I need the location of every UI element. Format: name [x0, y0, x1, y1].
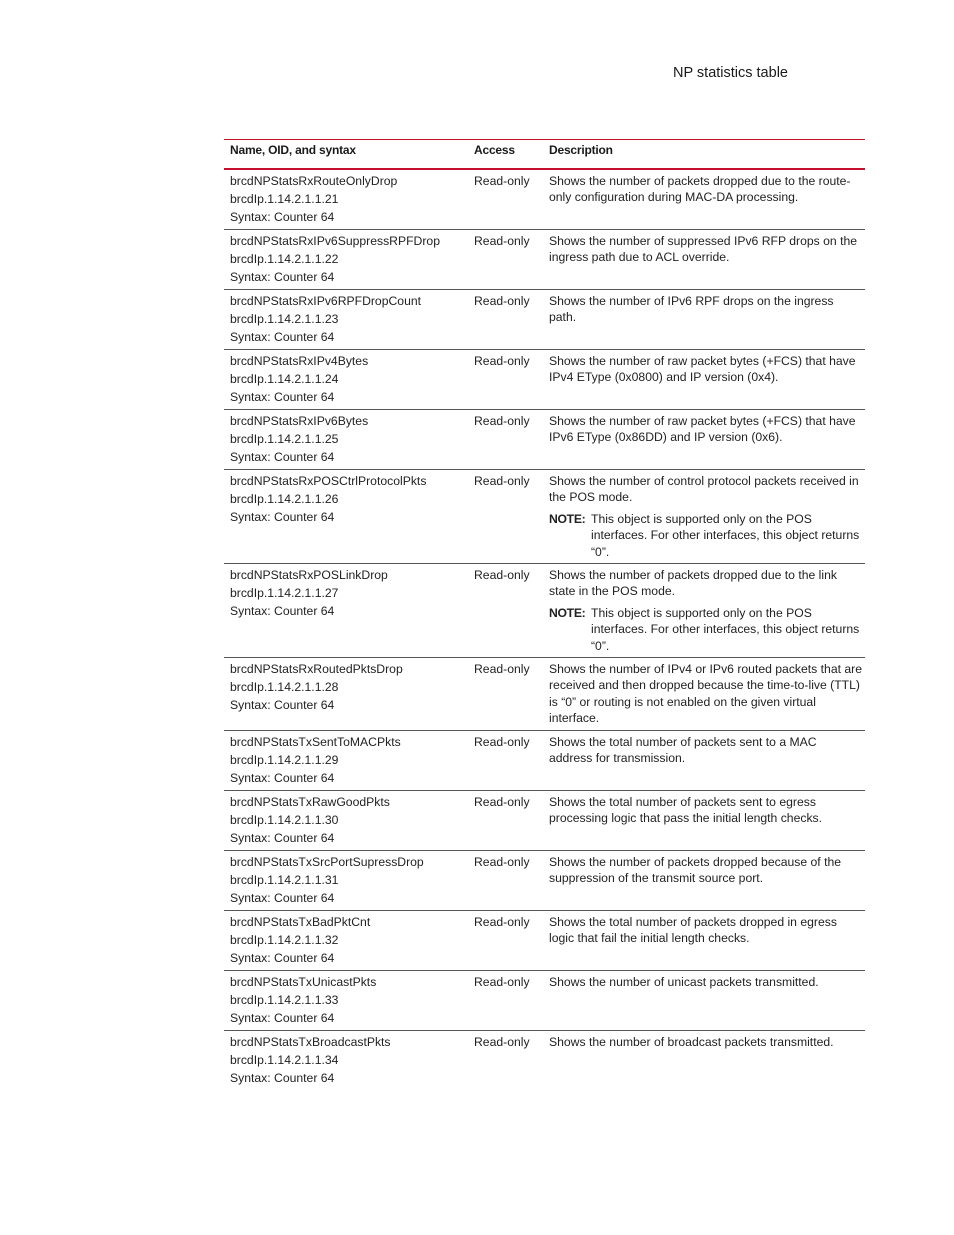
object-syntax: Syntax: Counter 64 — [230, 1070, 335, 1085]
object-syntax: Syntax: Counter 64 — [230, 450, 335, 464]
table-row — [224, 850, 865, 910]
object-syntax: Syntax: Counter 64 — [230, 950, 335, 965]
description-text: Shows the total number of packets sent to a MAC address for transmission. — [549, 734, 817, 766]
object-cell — [224, 290, 468, 350]
table-row — [224, 169, 865, 230]
object-syntax: Syntax: Counter 64 — [230, 890, 335, 905]
object-name: brcdNPStatsTxRawGoodPkts — [230, 794, 390, 809]
mib-objects-table — [224, 139, 865, 1090]
description-text: Shows the number of raw packet bytes (+FCS) that have IPv6 EType (0x86DD) and IP version (0x6). — [549, 414, 856, 445]
object-syntax: Syntax: Counter 64 — [230, 830, 335, 845]
object-name: brcdNPStatsRxPOSLinkDrop — [230, 568, 388, 583]
description-text: Shows the number of suppressed IPv6 RFP drops on the ingress path due to ACL override. — [549, 234, 858, 265]
column-header-description: Description — [549, 143, 613, 157]
object-oid: brcdIp.1.14.2.1.1.33 — [230, 992, 339, 1007]
note-text: This object is supported only on the POS interfaces. For other interfaces, this object returns “0”. — [591, 511, 860, 559]
description-text: Shows the number of IPv6 RPF drops on the ingress path. — [549, 294, 834, 325]
description-text: Shows the total number of packets sent to egress processing logic that pass the initial length checks. — [549, 794, 823, 826]
table-row — [224, 790, 865, 850]
object-name: brcdNPStatsTxUnicastPkts — [230, 974, 377, 989]
description-cell — [543, 658, 865, 731]
description-cell — [543, 730, 865, 790]
access-cell: Read-only — [474, 1034, 530, 1049]
object-syntax: Syntax: Counter 64 — [230, 510, 335, 524]
object-oid: brcdIp.1.14.2.1.1.24 — [230, 372, 339, 386]
note-label: NOTE: — [549, 605, 586, 620]
object-syntax: Syntax: Counter 64 — [230, 390, 335, 404]
description-cell — [543, 850, 865, 910]
access-cell: Read-only — [474, 914, 530, 929]
object-oid: brcdIp.1.14.2.1.1.31 — [230, 872, 339, 887]
description-text: Shows the number of control protocol packets received in the POS mode. — [549, 474, 859, 505]
description-cell — [543, 1030, 865, 1090]
table-row — [224, 470, 865, 564]
table-row — [224, 564, 865, 658]
table-row — [224, 730, 865, 790]
description-cell — [543, 910, 865, 970]
description-cell — [543, 410, 865, 470]
description-cell — [543, 350, 865, 410]
access-cell: Read-only — [474, 474, 530, 488]
description-cell — [543, 564, 865, 658]
object-syntax: Syntax: Counter 64 — [230, 698, 335, 713]
access-cell: Read-only — [474, 794, 530, 809]
access-cell: Read-only — [474, 414, 530, 428]
description-text: Shows the number of packets dropped because of the suppression of the transmit source port. — [549, 854, 842, 886]
object-oid: brcdIp.1.14.2.1.1.21 — [230, 192, 339, 206]
description-text: Shows the number of packets dropped due to the link state in the POS mode. — [549, 568, 837, 599]
access-cell: Read-only — [474, 854, 530, 869]
access-cell: Read-only — [474, 234, 530, 248]
access-cell: Read-only — [474, 294, 530, 308]
object-syntax: Syntax: Counter 64 — [230, 330, 335, 344]
object-oid: brcdIp.1.14.2.1.1.26 — [230, 492, 339, 506]
table-row — [224, 910, 865, 970]
table-header — [224, 140, 865, 170]
table-row — [224, 658, 865, 731]
object-syntax: Syntax: Counter 64 — [230, 270, 335, 284]
table-row — [224, 410, 865, 470]
note-block — [549, 511, 863, 560]
object-syntax: Syntax: Counter 64 — [230, 1010, 335, 1025]
object-cell — [224, 230, 468, 290]
description-text: Shows the number of raw packet bytes (+FCS) that have IPv4 EType (0x0800) and IP version (0x4). — [549, 354, 856, 385]
object-cell — [224, 470, 468, 564]
object-oid: brcdIp.1.14.2.1.1.27 — [230, 586, 339, 601]
access-cell: Read-only — [474, 354, 530, 368]
object-syntax: Syntax: Counter 64 — [230, 604, 335, 619]
description-text: Shows the number of packets dropped due to the route-only configuration during MAC-DA processing. — [549, 174, 851, 205]
object-cell — [224, 410, 468, 470]
table-header-row — [224, 140, 865, 170]
object-syntax: Syntax: Counter 64 — [230, 210, 335, 224]
object-cell — [224, 790, 468, 850]
object-cell — [224, 910, 468, 970]
object-name: brcdNPStatsRxRouteOnlyDrop — [230, 174, 398, 188]
column-header-access: Access — [474, 143, 515, 157]
object-oid: brcdIp.1.14.2.1.1.22 — [230, 252, 339, 266]
object-oid: brcdIp.1.14.2.1.1.30 — [230, 812, 339, 827]
table-row — [224, 290, 865, 350]
object-oid: brcdIp.1.14.2.1.1.32 — [230, 932, 339, 947]
object-cell — [224, 564, 468, 658]
note-text: This object is supported only on the POS interfaces. For other interfaces, this object returns “0”. — [591, 605, 860, 653]
description-cell — [543, 290, 865, 350]
object-name: brcdNPStatsTxBroadcastPkts — [230, 1034, 391, 1049]
description-cell — [543, 790, 865, 850]
description-text: Shows the total number of packets dropped in egress logic that fail the initial length checks. — [549, 914, 837, 946]
description-cell — [543, 470, 865, 564]
object-name: brcdNPStatsRxIPv6Bytes — [230, 414, 369, 428]
access-cell: Read-only — [474, 568, 530, 583]
access-cell: Read-only — [474, 662, 530, 677]
description-cell — [543, 230, 865, 290]
description-text: Shows the number of unicast packets transmitted. — [549, 974, 819, 989]
object-name: brcdNPStatsRxIPv6RPFDropCount — [230, 294, 422, 308]
access-cell: Read-only — [474, 174, 530, 188]
object-name: brcdNPStatsTxSrcPortSupressDrop — [230, 854, 424, 869]
table-row — [224, 230, 865, 290]
object-oid: brcdIp.1.14.2.1.1.23 — [230, 312, 339, 326]
object-oid: brcdIp.1.14.2.1.1.28 — [230, 680, 339, 695]
table-row — [224, 970, 865, 1030]
object-syntax: Syntax: Counter 64 — [230, 770, 335, 785]
object-cell — [224, 850, 468, 910]
object-name: brcdNPStatsRxRoutedPktsDrop — [230, 662, 403, 677]
object-cell — [224, 970, 468, 1030]
object-cell — [224, 169, 468, 230]
table-body — [224, 169, 865, 1090]
object-oid: brcdIp.1.14.2.1.1.29 — [230, 752, 339, 767]
access-cell: Read-only — [474, 974, 530, 989]
object-cell — [224, 350, 468, 410]
object-name: brcdNPStatsRxIPv4Bytes — [230, 354, 369, 368]
running-header-title: NP statistics table — [673, 65, 788, 81]
object-name: brcdNPStatsTxBadPktCnt — [230, 914, 371, 929]
object-name: brcdNPStatsTxSentToMACPkts — [230, 734, 401, 749]
note-label: NOTE: — [549, 511, 586, 526]
column-header-name: Name, OID, and syntax — [230, 143, 356, 157]
description-text: Shows the number of IPv4 or IPv6 routed packets that are received and then dropped because the time-to-live (TTL) is “0” or routing is not enabled on the given virtual interface. — [549, 662, 862, 726]
object-oid: brcdIp.1.14.2.1.1.25 — [230, 432, 339, 446]
object-cell — [224, 730, 468, 790]
note-block — [549, 605, 863, 654]
description-cell — [543, 169, 865, 230]
table-row — [224, 1030, 865, 1090]
object-cell — [224, 1030, 468, 1090]
table-row — [224, 350, 865, 410]
object-cell — [224, 658, 468, 731]
object-name: brcdNPStatsRxIPv6SuppressRPFDrop — [230, 234, 440, 248]
description-cell — [543, 970, 865, 1030]
description-text: Shows the number of broadcast packets transmitted. — [549, 1034, 834, 1049]
object-name: brcdNPStatsRxPOSCtrlProtocolPkts — [230, 474, 427, 488]
object-oid: brcdIp.1.14.2.1.1.34 — [230, 1052, 339, 1067]
access-cell: Read-only — [474, 734, 530, 749]
